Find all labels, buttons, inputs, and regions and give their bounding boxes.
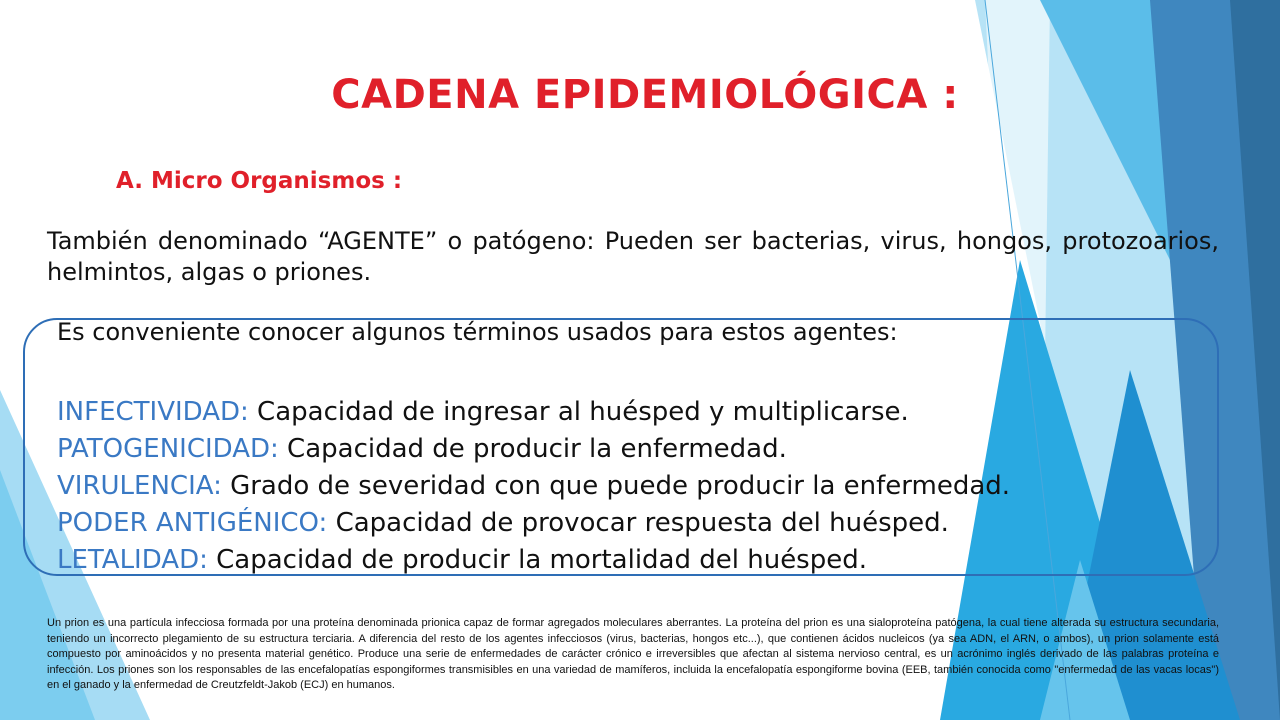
- term-definition: Capacidad de producir la mortalidad del huésped.: [207, 545, 867, 575]
- prion-footnote: Un prion es una partícula infecciosa formada por una proteína denominada prionica capaz de formar agregados moleculares aberrantes. La proteína del prion es una sialoproteína patógena, la cual tiene alterada su estructura secundaria, teniendo un incorrecto plegamiento de su estructura terciaria. A diferencia del resto de los agentes infecciosos (virus, bacterias, hongos etc...), que contienen ácidos nucleicos (ya sea ADN, el ARN, o ambos), un prion solamente está compuesto por aminoácidos y no presenta material genético. Produce una serie de enfermedades de carácter crónico e irreversibles que afectan al sistema nervioso central, es un acrónimo inglés derivado de las palabras proteína e infección. Los priones son los responsables de las encefalopatías espongiformes transmisibles en una variedad de mamíferos, incluida la encefalopatía espongiforme bovina (EEB, también conocida como "enfermedad de las vacas locas") en el ganado y la enfermedad de Creutzfeldt-Jakob (ECJ) en humanos.: [47, 617, 1219, 691]
- terms-list: [57, 394, 1010, 579]
- section-subtitle: A. Micro Organismos :: [116, 168, 403, 194]
- term-item: [57, 394, 1010, 431]
- term-name: PODER ANTIGÉNICO:: [57, 508, 328, 538]
- term-name: INFECTIVIDAD:: [57, 397, 249, 427]
- term-name: LETALIDAD:: [57, 545, 208, 575]
- term-item: [57, 468, 1010, 505]
- term-item: [57, 431, 1010, 468]
- term-definition: Capacidad de provocar respuesta del huésped.: [327, 508, 949, 538]
- term-item: [57, 542, 1010, 579]
- slide-title: CADENA EPIDEMIOLÓGICA :: [331, 72, 959, 118]
- term-name: PATOGENICIDAD:: [57, 434, 279, 464]
- term-definition: Grado de severidad con que puede producir la enfermedad.: [221, 471, 1011, 501]
- terms-intro: Es conveniente conocer algunos términos usados para estos agentes:: [57, 318, 898, 346]
- term-name: VIRULENCIA:: [57, 471, 222, 501]
- term-item: [57, 505, 1010, 542]
- term-definition: Capacidad de producir la enfermedad.: [278, 434, 787, 464]
- intro-paragraph: También denominado “AGENTE” o patógeno: Pueden ser bacterias, virus, hongos, protozoarios, helmintos, algas o priones.: [47, 227, 1219, 286]
- term-definition: Capacidad de ingresar al huésped y multiplicarse.: [248, 397, 909, 427]
